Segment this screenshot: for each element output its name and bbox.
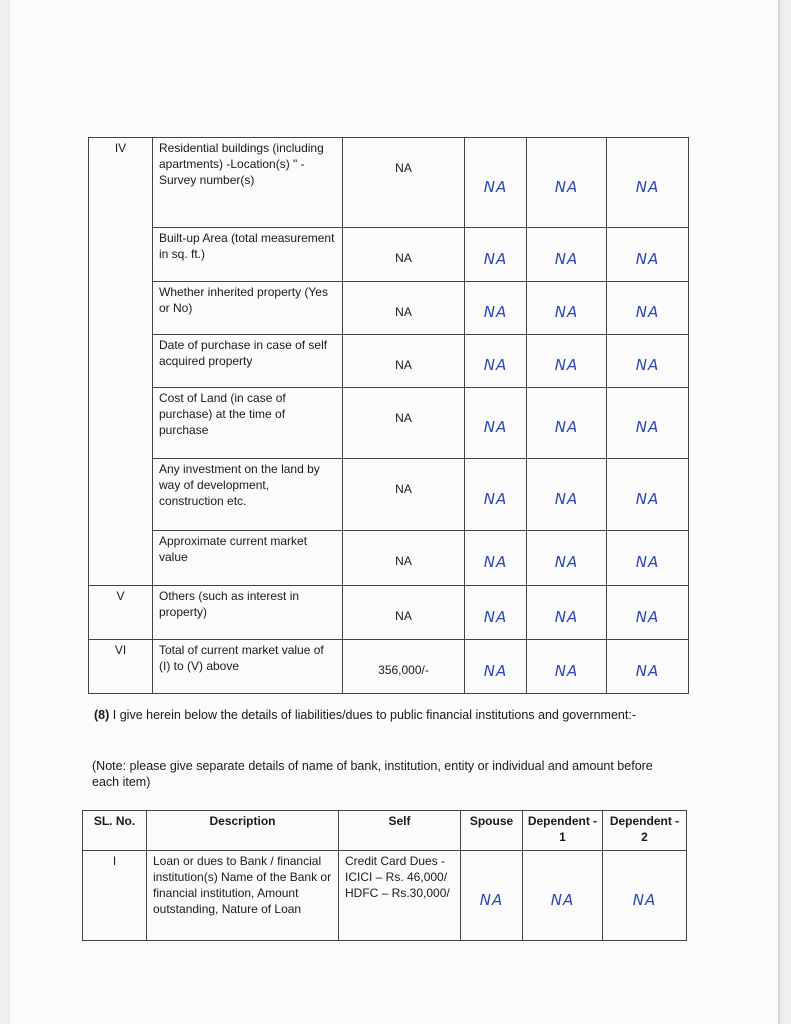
sl-no-cell — [89, 459, 153, 531]
dependent-1-handwritten: NA — [523, 851, 603, 941]
sl-no-cell: I — [83, 851, 147, 941]
section-number: (8) — [94, 708, 110, 722]
self-cell: NA — [343, 459, 465, 531]
description-cell: Cost of Land (in case of purchase) at the time of purchase — [153, 388, 343, 459]
sl-no-cell — [89, 282, 153, 335]
description-cell: Any investment on the land by way of development, construction etc. — [153, 459, 343, 531]
dependent-1-handwritten: NA — [527, 531, 607, 586]
dependent-1-handwritten: NA — [527, 586, 607, 640]
spouse-handwritten: NA — [465, 388, 527, 459]
dependent-2-handwritten: NA — [607, 388, 689, 459]
table-row — [89, 282, 689, 335]
sl-no-cell: VI — [89, 640, 153, 694]
spouse-handwritten: NA — [465, 586, 527, 640]
table-row — [89, 388, 689, 459]
table-row — [83, 851, 687, 941]
dependent-1-handwritten: NA — [527, 228, 607, 282]
table-row — [89, 228, 689, 282]
col-header-sl-no: SL. No. — [83, 811, 147, 851]
description-cell: Others (such as interest in property) — [153, 586, 343, 640]
self-cell: NA — [343, 531, 465, 586]
spouse-handwritten: NA — [465, 531, 527, 586]
spouse-handwritten: NA — [461, 851, 523, 941]
spouse-handwritten: NA — [465, 228, 527, 282]
col-header-spouse: Spouse — [461, 811, 523, 851]
table-row — [89, 586, 689, 640]
sl-no-cell — [89, 531, 153, 586]
table-row — [89, 138, 689, 228]
table-row — [89, 459, 689, 531]
self-cell: NA — [343, 586, 465, 640]
dependent-1-handwritten: NA — [527, 459, 607, 531]
self-cell: NA — [343, 282, 465, 335]
col-header-dependent-1: Dependent - 1 — [523, 811, 603, 851]
self-cell: NA — [343, 228, 465, 282]
table-header-row — [83, 811, 687, 851]
sl-no-cell — [89, 228, 153, 282]
dependent-2-handwritten: NA — [607, 228, 689, 282]
table-row — [89, 335, 689, 388]
description-cell: Whether inherited property (Yes or No) — [153, 282, 343, 335]
section-8-text: I give herein below the details of liabilities/dues to public financial institutions and government:- — [112, 708, 636, 722]
self-cell: 356,000/- — [343, 640, 465, 694]
dependent-2-handwritten: NA — [607, 459, 689, 531]
section-8-note: (Note: please give separate details of name of bank, institution, entity or individual and amount before each item) — [92, 759, 653, 789]
sl-no-cell: V — [89, 586, 153, 640]
self-cell: NA — [343, 388, 465, 459]
self-cell: Credit Card Dues - ICICI – Rs. 46,000/ HDFC – Rs.30,000/ — [339, 851, 461, 941]
table-row — [89, 640, 689, 694]
dependent-2-handwritten: NA — [607, 138, 689, 228]
spouse-handwritten: NA — [465, 335, 527, 388]
description-cell: Total of current market value of (I) to (V) above — [153, 640, 343, 694]
description-cell: Approximate current market value — [153, 531, 343, 586]
description-cell: Loan or dues to Bank / financial institution(s) Name of the Bank or financial institution, Amount outstanding, Nature of Loan — [147, 851, 339, 941]
dependent-1-handwritten: NA — [527, 640, 607, 694]
dependent-2-handwritten: NA — [607, 335, 689, 388]
spouse-handwritten: NA — [465, 138, 527, 228]
col-header-dependent-2: Dependent - 2 — [603, 811, 687, 851]
dependent-2-handwritten: NA — [607, 282, 689, 335]
description-cell: Built-up Area (total measurement in sq. ft.) — [153, 228, 343, 282]
col-header-self: Self — [339, 811, 461, 851]
dependent-2-handwritten: NA — [607, 640, 689, 694]
liabilities-table — [82, 810, 687, 941]
description-cell: Date of purchase in case of self acquired property — [153, 335, 343, 388]
self-cell: NA — [343, 138, 465, 228]
sl-no-cell — [89, 335, 153, 388]
dependent-2-handwritten: NA — [607, 531, 689, 586]
table-row — [89, 531, 689, 586]
immovable-assets-table — [88, 137, 689, 694]
dependent-1-handwritten: NA — [527, 335, 607, 388]
col-header-description: Description — [147, 811, 339, 851]
description-cell: Residential buildings (including apartments) -Location(s) " -Survey number(s) — [153, 138, 343, 228]
spouse-handwritten: NA — [465, 459, 527, 531]
dependent-1-handwritten: NA — [527, 282, 607, 335]
dependent-1-handwritten: NA — [527, 388, 607, 459]
sl-no-cell — [89, 388, 153, 459]
spouse-handwritten: NA — [465, 640, 527, 694]
self-cell: NA — [343, 335, 465, 388]
dependent-2-handwritten: NA — [607, 586, 689, 640]
sl-no-cell: IV — [89, 138, 153, 228]
section-8-heading — [94, 707, 682, 723]
spouse-handwritten: NA — [465, 282, 527, 335]
dependent-2-handwritten: NA — [603, 851, 687, 941]
dependent-1-handwritten: NA — [527, 138, 607, 228]
